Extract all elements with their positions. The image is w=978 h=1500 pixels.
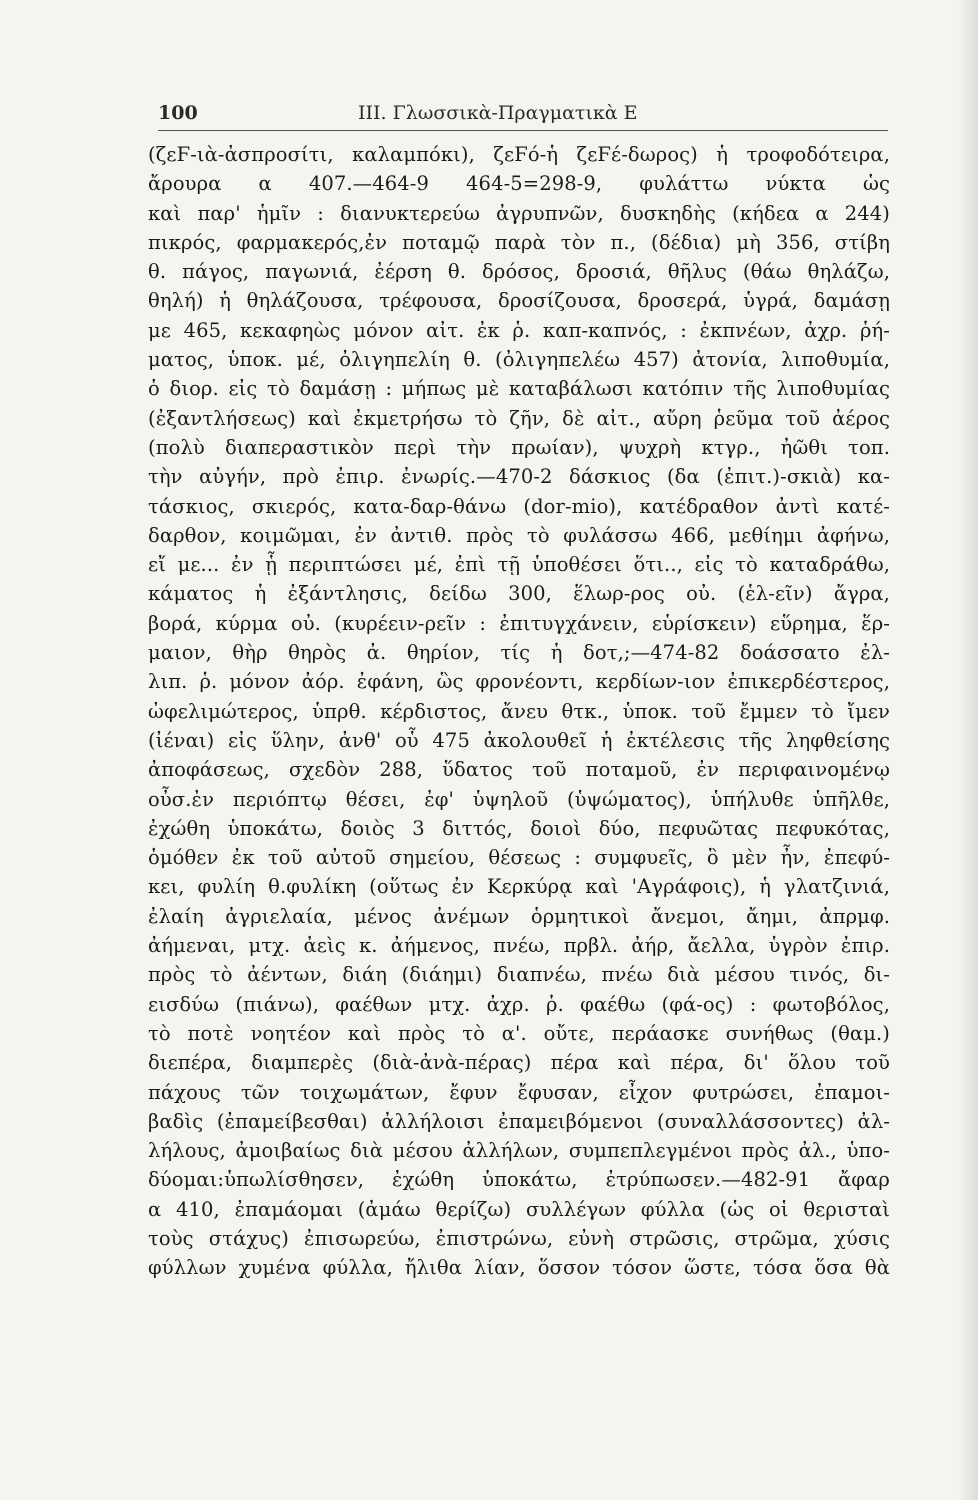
text-line: ὠφελιμώτερος, ὑπρθ. κέρδιστος, ἄνευ θτκ., ὑποκ. τοῦ ἔμμεν τὸ ἴμεν	[148, 699, 890, 723]
text-line: δύομαι:ὑπωλίσθησεν, ἐχώθη ὑποκάτω, ἐτρύπωσεν.—482-91 ἄφαρ	[148, 1168, 890, 1192]
text-line: θ. πάγος, παγωνιά, ἐέρση θ. δρόσος, δροσιά, θῆλυς (θάω θηλάζω,	[148, 260, 890, 284]
text-line: πικρός, φαρμακερός,ἐν ποταμῷ παρὰ τὸν π., (δέδια) μὴ 356, στίβη	[148, 230, 890, 254]
text-line: (ἐξαντλήσεως) καὶ ἐκμετρήσω τὸ ζῆν, δὲ αἰτ., αὔρη ῥεῦμα τοῦ ἀέρος	[148, 406, 890, 430]
commentary-body	[148, 140, 890, 1480]
text-line: ἐλαίη ἀγριελαία, μένος ἀνέμων ὁρμητικοὶ ἄνεμοι, ἄημι, ἀπρμφ.	[148, 904, 890, 928]
text-line: λιπ. ῥ. μόνον ἀόρ. ἐφάνη, ὣς φρονέοντι, κερδίων-ιον ἐπικερδέστερος,	[148, 670, 890, 694]
text-line: (ζεϜ-ιὰ-ἀσπροσίτι, καλαμπόκι), ζεϜό-ἡ ζεϜέ-δωρος) ἡ τροφοδότειρα,	[148, 143, 890, 166]
text-line: κάματος ἡ ἐξάντλησις, δείδω 300, ἕλωρ-ρος οὐ. (ἑλ-εῖν) ἄγρα,	[148, 582, 890, 606]
text-line: θηλή) ἡ θηλάζουσα, τρέφουσα, δροσίζουσα, δροσερά, ὑγρά, δαμάσῃ	[148, 289, 890, 313]
text-line: τάσκιος, σκιερός, κατα-δαρ-θάνω (dor-mio), κατέδραθον ἀντὶ κατέ-	[148, 494, 890, 518]
text-line: ἄρουρα α 407.—464-9 464-5=298-9, φυλάττω νύκτα ὡς	[148, 172, 890, 196]
text-line: φύλλων χυμένα φύλλα, ἤλιθα λίαν, ὅσσον τόσον ὥστε, τόσα ὅσα θὰ	[148, 1256, 890, 1280]
text-line: ἀήμεναι, μτχ. ἀεὶς κ. ἀήμενος, πνέω, πρβλ. ἀήρ, ἄελλα, ὑγρὸν ἐπιρ.	[148, 934, 890, 958]
text-line: τοὺς στάχυς) ἐπισωρεύω, ἐπιστρώνω, εὐνὴ στρῶσις, στρῶμα, χύσις	[148, 1226, 890, 1250]
text-line: καὶ παρ' ἡμῖν : διανυκτερεύω ἀγρυπνῶν, δυσκηδὴς (κήδεα α 244)	[148, 201, 890, 225]
text-line: τὸ ποτὲ νοητέον καὶ πρὸς τὸ α'. οὔτε, περάασκε συνήθως (θαμ.)	[148, 1021, 890, 1045]
text-line: ἐχώθη ὑποκάτω, δοιὸς 3 διττός, δοιοὶ δύο, πεφυῶτας πεφυκότας,	[148, 816, 890, 840]
text-line: μαιον, θὴρ θηρὸς ἀ. θηρίον, τίς ἡ δοτ,;—474-82 δοάσσατο ἐλ-	[148, 641, 890, 665]
text-line: εισδύω (πιάνω), φαέθων μτχ. ἀχρ. ῥ. φαέθω (φά-ος) : φωτοβόλος,	[148, 992, 890, 1016]
text-line: ὁμόθεν ἐκ τοῦ αὐτοῦ σημείου, θέσεως : συμφυεῖς, ὃ μὲν ἦν, ἐπεφύ-	[148, 846, 890, 870]
text-line: διεπέρα, διαμπερὲς (διὰ-ἀνὰ-πέρας) πέρα καὶ πέρα, δι' ὅλου τοῦ	[148, 1051, 890, 1075]
running-title: ΙΙΙ. Γλωσσικὰ-Πραγματικὰ Ε	[358, 102, 638, 124]
text-line: ματος, ὑποκ. μέ, ὀλιγηπελίη θ. (ὀλιγηπελέω 457) ἀτονία, λιποθυμία,	[148, 348, 890, 372]
text-line: τὴν αὐγήν, πρὸ ἐπιρ. ἐνωρίς.—470-2 δάσκιος (δα (ἐπιτ.)-σκιὰ) κα-	[148, 465, 890, 489]
running-head	[158, 98, 888, 128]
text-line: ἀποφάσεως, σχεδὸν 288, ὕδατος τοῦ ποταμοῦ, ἐν περιφαινομένῳ	[148, 758, 890, 782]
text-line: βαδὶς (ἐπαμείβεσθαι) ἀλλήλοισι ἐπαμειβόμενοι (συναλλάσσοντες) ἀλ-	[148, 1109, 890, 1133]
text-line: πρὸς τὸ ἀέντων, διάη (διάημι) διαπνέω, πνέω διὰ μέσου τινός, δι-	[148, 963, 890, 987]
text-line: κει, φυλίη θ.φυλίκη (οὕτως ἐν Κερκύρᾳ καὶ 'Αγράφοις), ἡ γλατζινιά,	[148, 875, 890, 899]
text-line: (ἰέναι) εἰς ὕλην, ἀνθ' οὗ 475 ἀκολουθεῖ ἡ ἐκτέλεσις τῆς ληφθείσης	[148, 728, 890, 752]
text-line: α 410, ἐπαμάομαι (ἀμάω θερίζω) συλλέγων φύλλα (ὡς οἱ θερισταὶ	[148, 1197, 890, 1221]
text-line: εἴ με... ἐν ᾗ περιπτώσει μέ, ἐπὶ τῇ ὑποθέσει ὅτι.., εἰς τὸ καταδράθω,	[148, 553, 890, 577]
text-line: βορά, κύρμα οὐ. (κυρέειν-ρεῖν : ἐπιτυγχάνειν, εὑρίσκειν) εὕρημα, ἕρ-	[148, 611, 890, 635]
text-line: οὖσ.ἐν περιόπτῳ θέσει, ἐφ' ὑψηλοῦ (ὑψώματος), ὑπήλυθε ὑπῆλθε,	[148, 787, 890, 811]
text-line: ὁ διορ. εἰς τὸ δαμάσῃ : μήπως μὲ καταβάλωσι κατόπιν τῆς λιποθυμίας	[148, 377, 890, 401]
text-line: λήλους, ἀμοιβαίως διὰ μέσου ἀλλήλων, συμπεπλεγμένοι πρὸς ἀλ., ὑπο-	[148, 1139, 890, 1163]
page-edge-shadow	[958, 0, 978, 1500]
text-line: δαρθον, κοιμῶμαι, ἐν ἀντιθ. πρὸς τὸ φυλάσσω 466, μεθίημι ἀφήνω,	[148, 523, 890, 547]
text-line: πάχους τῶν τοιχωμάτων, ἔφυν ἔφυσαν, εἶχον φυτρώσει, ἐπαμοι-	[148, 1080, 890, 1104]
header-rule	[158, 130, 888, 131]
text-line: με 465, κεκαφηὼς μόνον αἰτ. ἐκ ῥ. καπ-καπνός, : ἐκπνέων, ἀχρ. ῥή-	[148, 318, 890, 342]
page-number: 100	[158, 102, 198, 124]
text-line: (πολὺ διαπεραστικὸν περὶ τὴν πρωίαν), ψυχρὴ κτγρ., ἠῶθι τοπ.	[148, 435, 890, 459]
